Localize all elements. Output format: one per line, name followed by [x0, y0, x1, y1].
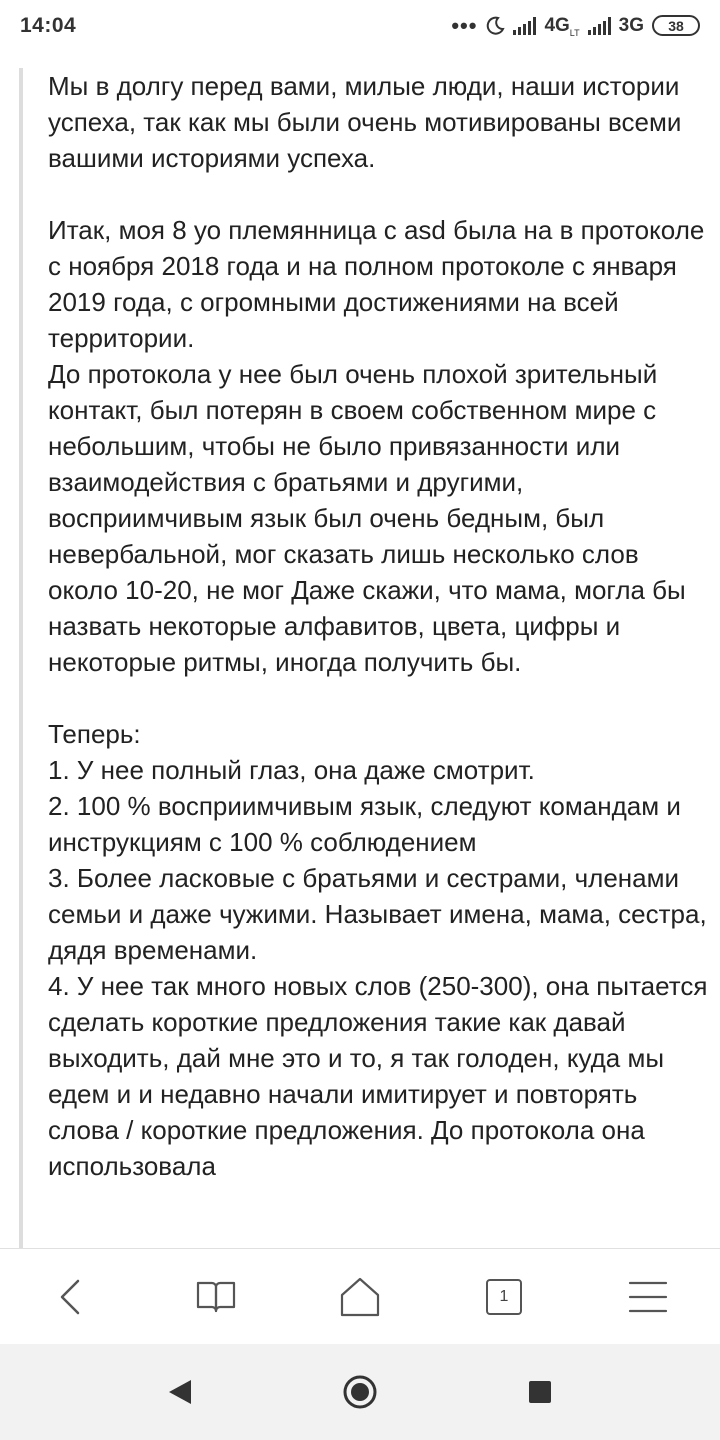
more-notifications-icon: ••• — [451, 12, 478, 38]
back-icon — [52, 1277, 92, 1317]
back-button[interactable] — [32, 1257, 112, 1337]
system-nav-bar — [0, 1344, 720, 1440]
menu-icon — [628, 1279, 668, 1315]
status-bar — [0, 0, 720, 52]
paragraph: Итак, моя 8 уо племянница с asd была на в протоколе с ноября 2018 года и на полном протоколе с января 2019 года, с огромными достижениями на всей территории. До протокола у нее был очень плохой зрительный контакт, был потерян в своем собственном мире с небольшим, чтобы не было привязанности или взаимодействия с братьями и другими, восприимчивым язык был очень бедным, был невербальной, мог сказать лишь несколько слов около 10-20, не мог Даже скажи, что мама, могла бы назвать некоторые алфавитов, цвета, цифры и некоторые ритмы, иногда получить бы. — [48, 215, 705, 677]
nav-back-button[interactable] — [150, 1362, 210, 1422]
home-icon — [338, 1275, 382, 1319]
signal-icon — [513, 17, 536, 35]
bookmarks-icon — [194, 1277, 238, 1317]
home-button[interactable] — [320, 1257, 400, 1337]
page-content[interactable] — [0, 52, 720, 1248]
blockquote-bar — [19, 68, 23, 1248]
bookmarks-button[interactable] — [176, 1257, 256, 1337]
battery-icon: 38 — [652, 15, 700, 36]
article-text — [48, 68, 708, 1184]
paragraph: Мы в долгу перед вами, милые люди, наши истории успеха, так как мы были очень мотивированы всеми вашими историями успеха. — [48, 71, 682, 173]
nav-recents-icon — [528, 1380, 552, 1404]
nav-home-button[interactable] — [330, 1362, 390, 1422]
menu-button[interactable] — [608, 1257, 688, 1337]
browser-toolbar — [0, 1248, 720, 1344]
nav-home-icon — [342, 1374, 378, 1410]
tabs-icon: 1 — [486, 1279, 522, 1315]
moon-icon — [485, 16, 505, 36]
signal-icon — [588, 17, 611, 35]
nav-recents-button[interactable] — [510, 1362, 570, 1422]
paragraph: Теперь: 1. У нее полный глаз, она даже смотрит. 2. 100 % восприимчивым язык, следуют командам и инструкциям с 100 % соблюдением 3. Более ласковые с братьями и сестрами, членами семьи и даже чужими. Называет имена, мама, сестра, дядя временами. 4. У нее так много новых слов (250-300), она пытается сделать короткие предложения такие как давай выходить, дай мне это и то, я так голоден, куда мы едем и и недавно начали имитирует и повторять слова / короткие предложения. До протокола она использовала — [48, 719, 708, 1181]
status-time: 14:04 — [20, 14, 77, 37]
network-type-3g: 3G — [618, 14, 644, 36]
tabs-button[interactable] — [464, 1257, 544, 1337]
network-type-4g: $4G_{LT}$ — [544, 14, 580, 38]
nav-back-icon — [167, 1378, 193, 1406]
status-icons — [451, 12, 700, 38]
